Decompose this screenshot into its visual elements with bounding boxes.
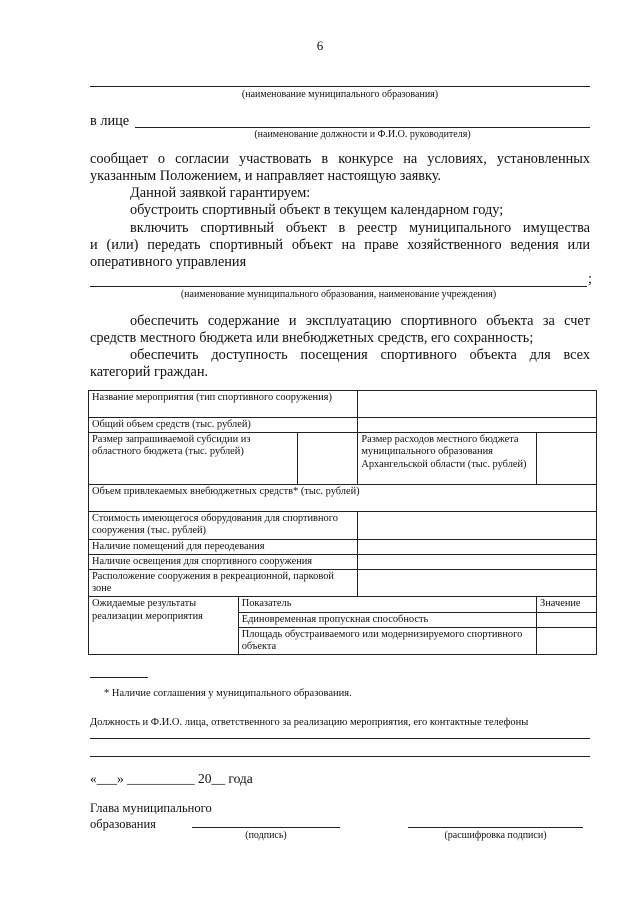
institution-caption: (наименование муниципального образования, наименование учреждения) <box>180 289 497 300</box>
equipment-cost-value[interactable] <box>358 512 597 539</box>
table-row <box>89 485 597 512</box>
signature-line[interactable] <box>192 827 340 828</box>
table-row <box>89 554 597 569</box>
paragraph-5-line-2: средств местного бюджета или внебюджетных средств, его сохранность; <box>90 330 534 346</box>
table-row <box>89 418 597 433</box>
footnote-separator <box>90 677 148 678</box>
local-budget-value[interactable] <box>537 433 597 485</box>
total-funds-value[interactable] <box>358 418 597 433</box>
municipal-name-line <box>90 86 590 87</box>
decode-caption: (расшифровка подписи) <box>444 830 547 841</box>
location-label: Расположение сооружения в рекреационной, парковой зоне <box>89 570 358 597</box>
paragraph-2: Данной заявкой гарантируем: <box>130 185 311 201</box>
paragraph-3: обустроить спортивный объект в текущем календарном году; <box>130 202 504 218</box>
paragraph-5-line-1: обеспечить содержание и эксплуатацию спортивного объекта за счет <box>130 313 590 329</box>
extrabudget-label: Объем привлекаемых внебюджетных средств* (тыс. рублей) <box>89 485 597 512</box>
paragraph-4-line-2: и (или) передать спортивный объект на праве хозяйственного ведения или <box>90 237 590 253</box>
value-header: Значение <box>537 597 597 612</box>
paragraph-1-line-1: сообщает о согласии участвовать в конкурсе на условиях, установленных <box>90 151 590 167</box>
event-name-value[interactable] <box>358 391 597 418</box>
table-row <box>89 570 597 597</box>
subsidy-label: Размер запрашиваемой субсидии из областного бюджета (тыс. рублей) <box>89 433 298 485</box>
lighting-value[interactable] <box>358 554 597 569</box>
semicolon: ; <box>588 271 592 287</box>
institution-line <box>90 286 587 287</box>
indicator-area-value[interactable] <box>537 627 597 654</box>
footnote: * Наличие соглашения у муниципального образования. <box>104 688 352 699</box>
paragraph-4-line-3: оперативного управления <box>90 254 247 270</box>
responsible-line-1[interactable] <box>90 738 590 739</box>
changing-rooms-value[interactable] <box>358 539 597 554</box>
responsible-line-2[interactable] <box>90 756 590 757</box>
table-row <box>89 539 597 554</box>
paragraph-6-line-1: обеспечить доступность посещения спортивного объекта для всех <box>130 347 590 363</box>
table-row <box>89 597 597 612</box>
equipment-cost-label: Стоимость имеющегося оборудования для спортивного сооружения (тыс. рублей) <box>89 512 358 539</box>
lighting-label: Наличие освещения для спортивного сооружения <box>89 554 358 569</box>
local-budget-label: Размер расходов местного бюджета муниципального образования Архангельской области (тыс. рублей) <box>358 433 537 485</box>
signature-caption: (подпись) <box>245 830 287 841</box>
indicator-capacity-value[interactable] <box>537 612 597 627</box>
responsible-label: Должность и Ф.И.О. лица, ответственного за реализацию мероприятия, его контактные телефоны <box>90 717 529 728</box>
expected-results-label: Ожидаемые результаты реализации мероприятия <box>89 597 239 655</box>
table-row <box>89 391 597 418</box>
indicator-capacity: Единовременная пропускная способность <box>238 612 536 627</box>
in-person-label: в лице <box>90 113 130 129</box>
event-name-label: Название мероприятия (тип спортивного сооружения) <box>89 391 358 418</box>
total-funds-label: Общий объем средств (тыс. рублей) <box>89 418 358 433</box>
paragraph-1-line-2: указанным Положением, и направляет настоящую заявку. <box>90 168 442 184</box>
indicator-area: Площадь обустраиваемого или модернизируемого спортивного объекта <box>238 627 536 654</box>
date-line: «___» __________ 20__ года <box>90 771 253 786</box>
subsidy-value[interactable] <box>297 433 358 485</box>
decode-line[interactable] <box>408 827 583 828</box>
page-number: 6 <box>316 38 324 53</box>
indicator-header: Показатель <box>238 597 536 612</box>
position-line <box>135 127 590 128</box>
changing-rooms-label: Наличие помещений для переодевания <box>89 539 358 554</box>
head-title-line-2: образования <box>90 817 156 831</box>
application-table <box>88 390 597 655</box>
table-row <box>89 512 597 539</box>
table-row <box>89 433 597 485</box>
location-value[interactable] <box>358 570 597 597</box>
paragraph-4-line-1: включить спортивный объект в реестр муниципального имущества <box>130 220 590 236</box>
position-caption: (наименование должности и Ф.И.О. руководителя) <box>254 129 471 140</box>
paragraph-6-line-2: категорий граждан. <box>90 364 209 380</box>
head-title-line-1: Глава муниципального <box>90 801 212 815</box>
municipal-caption: (наименование муниципального образования) <box>241 89 439 100</box>
